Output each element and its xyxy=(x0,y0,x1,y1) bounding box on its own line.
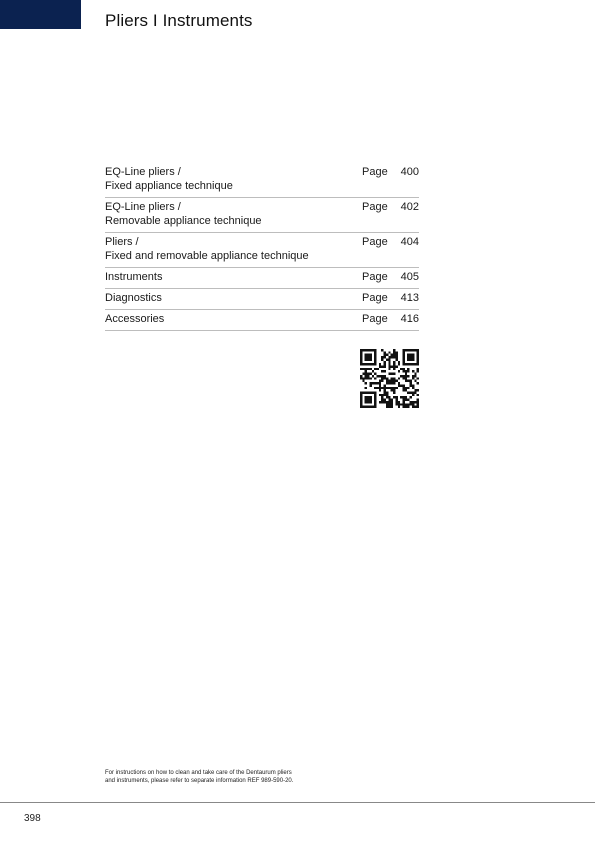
header-accent-block xyxy=(0,0,81,29)
toc-page-number: 400 xyxy=(400,166,419,178)
toc-row[interactable]: EQ-Line pliers / Removable appliance technique Page 402 xyxy=(105,198,419,233)
toc-row[interactable]: Accessories Page 416 xyxy=(105,310,419,331)
page-title: Pliers I Instruments xyxy=(105,11,253,30)
toc-row[interactable]: EQ-Line pliers / Fixed appliance technique Page 400 xyxy=(105,163,419,198)
page-number: 398 xyxy=(24,813,41,824)
toc-label: EQ-Line pliers / Removable appliance technique xyxy=(105,201,262,227)
toc-page-number: 416 xyxy=(400,313,419,325)
toc-page-number: 405 xyxy=(400,271,419,283)
toc-label: Diagnostics xyxy=(105,292,162,304)
care-instructions-footnote: For instructions on how to clean and take care of the Dentaurum pliers and instruments, please refer to separate information REF 989-590-20. xyxy=(105,770,294,784)
toc-label: Pliers / Fixed and removable appliance technique xyxy=(105,236,309,262)
toc-page-number: 404 xyxy=(400,236,419,248)
toc-row[interactable]: Instruments Page 405 xyxy=(105,268,419,289)
toc-label: Instruments xyxy=(105,271,163,283)
footer-divider xyxy=(0,802,595,803)
qr-code-icon[interactable] xyxy=(360,349,419,408)
table-of-contents xyxy=(105,163,419,331)
toc-label: Accessories xyxy=(105,313,165,325)
toc-row[interactable]: Pliers / Fixed and removable appliance technique Page 404 xyxy=(105,233,419,268)
toc-page-number: 413 xyxy=(400,292,419,304)
toc-row[interactable]: Diagnostics Page 413 xyxy=(105,289,419,310)
toc-label: EQ-Line pliers / Fixed appliance technique xyxy=(105,166,233,192)
toc-page-number: 402 xyxy=(400,201,419,213)
